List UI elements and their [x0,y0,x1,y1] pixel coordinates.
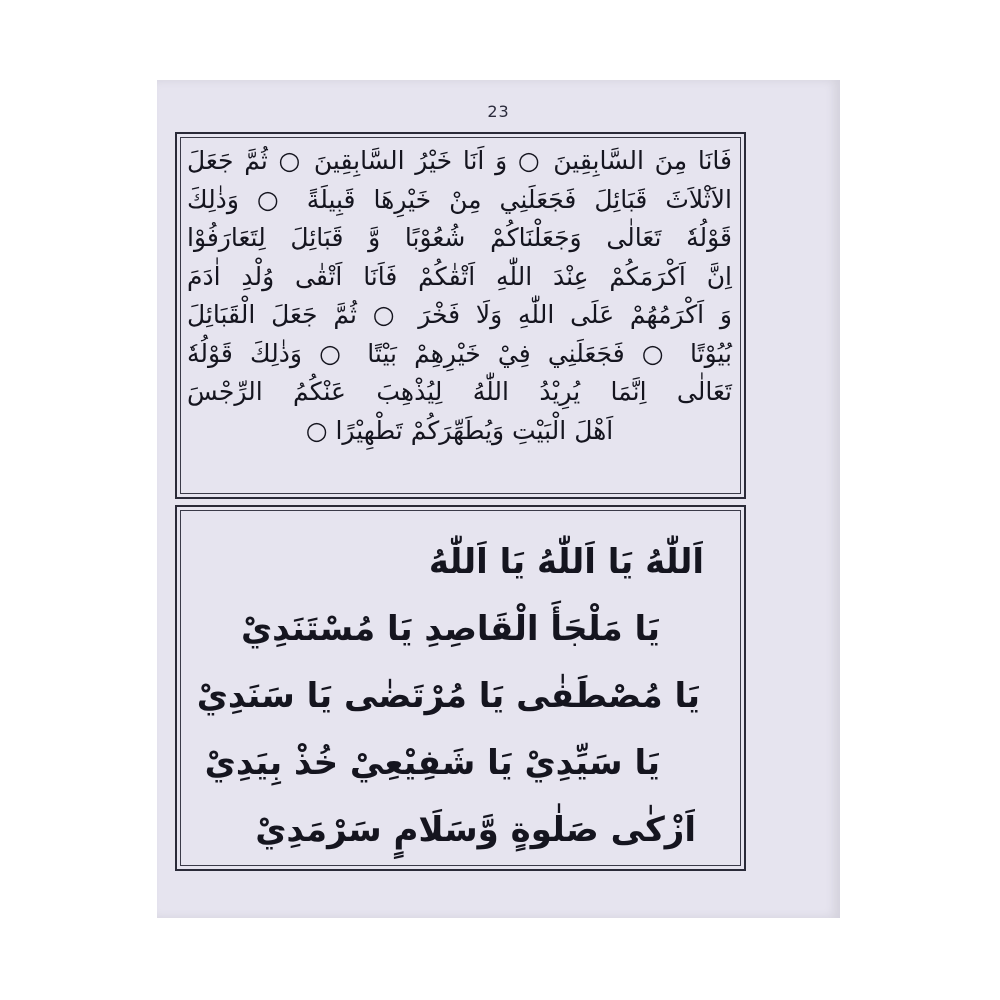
top-text-line-7: تَعَالٰى اِنَّمَا يُرِيْدُ اللّٰهُ لِيُذْهِبَ عَنْكُمُ الرِّجْسَ [187,377,732,406]
top-text-line-2: الاَثْلاَثَ قَبَائِلَ فَجَعَلَنِي مِنْ خَيْرِهَا قَبِيلَةً ○ وَذٰلِكَ [187,184,732,214]
top-text-block [187,142,732,450]
bottom-verse-frame [175,505,746,871]
top-text-line-3: قَوْلُهٗ تَعَالٰى وَجَعَلْنَاكُمْ شُعُوْبًا وَّ قَبَائِلَ لِتَعَارَفُوْا [187,223,732,252]
book-page [157,80,840,918]
top-text-line-1: فَانَا مِنَ السَّابِقِينَ ○ وَ اَنَا خَيْرُ السَّابِقِينَ ○ ثُمَّ جَعَلَ [187,146,732,175]
verse-line-1: اَللّٰهُ يَا اَللّٰهُ يَا اَللّٰهُ [428,542,704,582]
page-number: 23 [487,102,510,121]
verse-line-5: اَزْكٰى صَلٰوةٍ وَّسَلَامٍ سَرْمَدِيْ [255,810,696,850]
top-text-line-4: اِنَّ اَكْرَمَكُمْ عِنْدَ اللّٰهِ اَتْقٰكُمْ فَاَنَا اَتْقٰى وُلْدِ اٰدَمَ [187,261,732,291]
top-text-frame [175,132,746,499]
top-text-line-8: اَهْلَ الْبَيْتِ وَيُطَهِّرَكُمْ تَطْهِيْرًا ○ [305,415,614,445]
top-text-line-5: وَ اَكْرَمُهُمْ عَلَى اللّٰهِ وَلَا فَخْرَ ○ ثُمَّ جَعَلَ الْقَبَائِلَ [187,300,732,329]
verse-line-2: يَا مَلْجَأَ الْقَاصِدِ يَا مُسْتَنَدِيْ [241,609,660,649]
verse-line-4: يَا سَيِّدِيْ يَا شَفِيْعِيْ خُذْ بِيَدِيْ [204,743,660,783]
bottom-verse-block [196,529,720,864]
top-text-line-6: بُيُوْتًا ○ فَجَعَلَنِي فِيْ خَيْرِهِمْ بَيْتًا ○ وَذٰلِكَ قَوْلُهٗ [187,338,732,368]
verse-line-3: يَا مُصْطَفٰى يَا مُرْتَضٰى يَا سَنَدِيْ [196,676,700,716]
